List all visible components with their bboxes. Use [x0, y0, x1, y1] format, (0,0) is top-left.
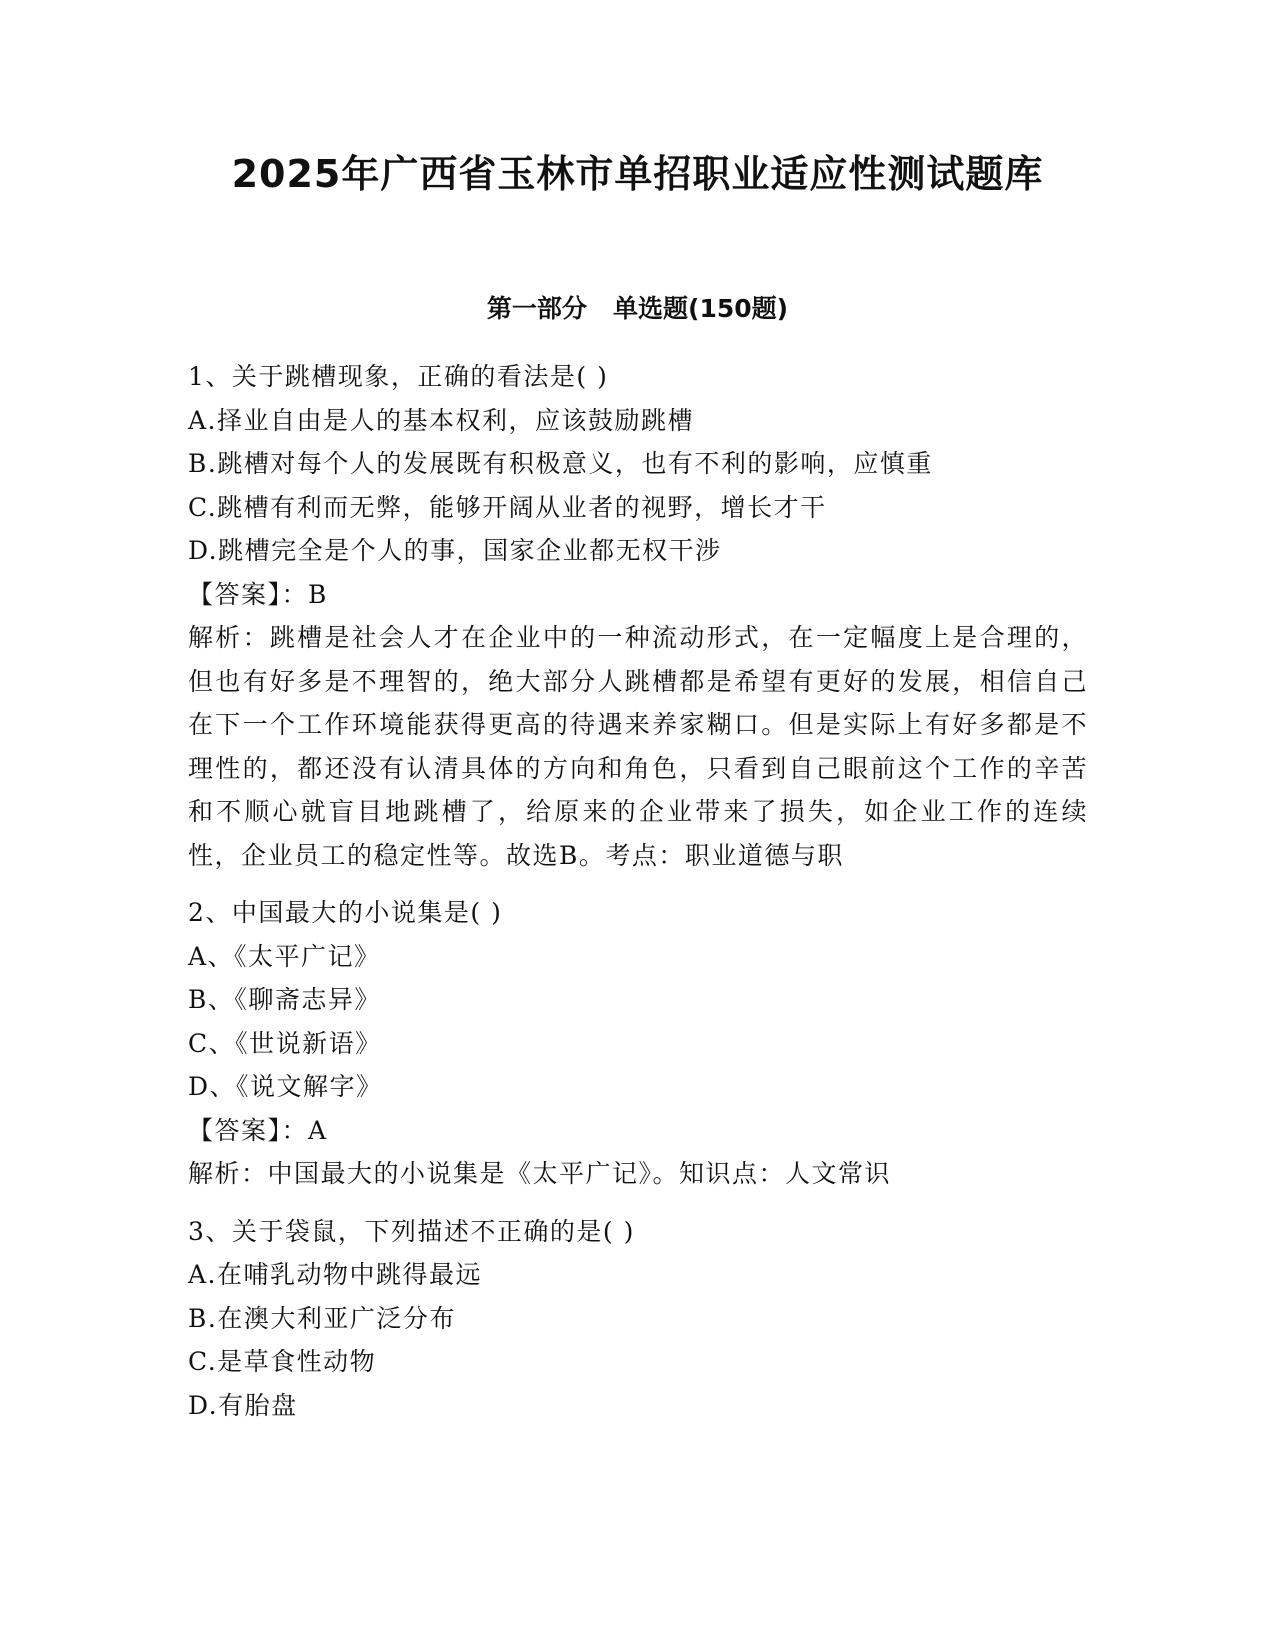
question-2: [188, 891, 1088, 1196]
option-b: B.在澳大利亚广泛分布: [188, 1303, 456, 1333]
option-d: D、《说文解字》: [188, 1072, 383, 1101]
question-stem: 3、关于袋鼠，下列描述不正确的是( ): [188, 1216, 635, 1246]
option-d: D.有胎盘: [188, 1390, 298, 1420]
option-d: D.跳槽完全是个人的事，国家企业都无权干涉: [188, 536, 722, 565]
question-stem: 1、关于跳槽现象，正确的看法是( ): [188, 362, 609, 391]
option-b: B、《聊斋志异》: [188, 985, 381, 1014]
analysis-text: 解析：跳槽是社会人才在企业中的一种流动形式，在一定幅度上是合理的，但也有好多是不理智的，绝大部分人跳槽都是希望有更好的发展，相信自己在下一个工作环境能获得更高的待遇来养家糊口。但是实际上有好多都是不理性的，都还没有认清具体的方向和角色，只看到自己眼前这个工作的辛苦和不顺心就盲目地跳槽了，给原来的企业带来了损失，如企业工作的连续性，企业员工的稳定性等。故选B。考点：职业道德与职: [188, 623, 1088, 870]
option-c: C.跳槽有利而无弊，能够开阔从业者的视野，增长才干: [188, 492, 827, 522]
answer-line: 【答案】：A: [188, 1115, 328, 1145]
section-title: 第一部分 单选题(150题): [486, 294, 789, 323]
option-a: A.择业自由是人的基本权利，应该鼓励跳槽: [188, 405, 695, 435]
question-list: [188, 355, 1088, 1441]
option-c: C、《世说新语》: [188, 1028, 382, 1058]
option-a: A.在哺乳动物中跳得最远: [188, 1260, 483, 1289]
question-stem: 2、中国最大的小说集是( ): [188, 898, 503, 927]
option-b: B.跳槽对每个人的发展既有积极意义，也有不利的影响，应慎重: [188, 449, 933, 478]
question-3: [188, 1210, 1088, 1428]
option-c: C.是草食性动物: [188, 1347, 377, 1376]
question-1: [188, 355, 1088, 877]
option-a: A、《太平广记》: [188, 941, 381, 971]
answer-line: 【答案】：B: [188, 579, 328, 609]
analysis-text: 解析：中国最大的小说集是《太平广记》。知识点：人文常识: [188, 1159, 892, 1188]
document-title: 2025年广西省玉林市单招职业适应性测试题库: [231, 152, 1044, 196]
